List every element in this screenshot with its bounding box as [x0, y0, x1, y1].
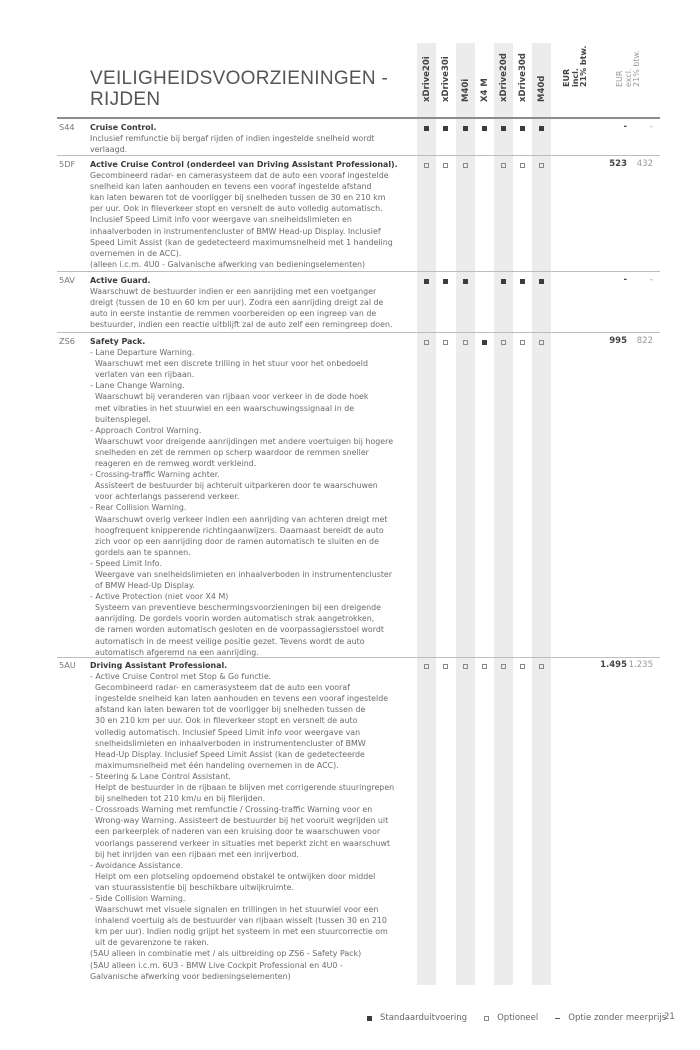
column-header-xdrive30d: xDrive30d — [517, 53, 528, 102]
description-line: Speed Limit Assist (kan de gedetecteerd maximumsnelheid met 1 handeling — [90, 237, 393, 247]
standard-marker-icon — [463, 279, 468, 284]
description-line: snelheden en zet de remmen op scherp waardoor de remmen sneller — [95, 447, 369, 457]
price-excl-vat: 1.235 — [628, 660, 653, 670]
description-line: km per uur). Indien nodig grijpt het systeem in met een stuurcorrectie om — [95, 927, 388, 937]
description-line: snelheidslimieten en inhaalverboden in instrumentencluster of BMW — [95, 738, 366, 748]
standard-marker-icon — [520, 126, 525, 131]
description-line: - Avoidance Assistance. — [90, 860, 184, 870]
description-line: uit de gevarenzone te raken. — [95, 938, 209, 948]
price-excl-vat: 822 — [636, 336, 653, 346]
legend-optional: Optioneel — [484, 1013, 538, 1023]
optional-marker-icon — [443, 340, 448, 345]
price-incl-vat: 523 — [609, 159, 627, 169]
standard-marker-icon — [482, 340, 487, 345]
description-line: - Lane Change Warning. — [90, 381, 185, 391]
description-line: aanrijding. De gordels voorin worden automatisch strak aangetrokken, — [95, 614, 375, 624]
description-line: voor achterlangs passerend verkeer. — [95, 492, 240, 502]
option-code: S44 — [59, 122, 75, 132]
optional-marker-icon — [501, 163, 506, 168]
column-stripe-xdrive20i — [417, 43, 436, 985]
optional-marker-icon — [424, 340, 429, 345]
description-line: Waarschuwt voor dreigende aanrijdingen met andere voertuigen bij hogere — [95, 436, 394, 446]
description-line: verlaten van een rijbaan. — [95, 370, 195, 380]
description-line: Weergave van snelheidslimieten en inhaalverboden in instrumentencluster — [95, 569, 393, 579]
description-line: per uur. Ook in fileverkeer stopt en versnelt de auto volledig automatisch. — [90, 204, 383, 214]
description-line: - Approach Control Warning. — [90, 425, 202, 435]
price-incl-vat: - — [623, 122, 627, 132]
description-line: van stuurassistentie bij beschikbare uitwijkruimte. — [95, 882, 294, 892]
description-line: (5AU alleen i.c.m. 6U3 - BMW Live Cockpit Professional en 4U0 - — [90, 960, 343, 970]
legend-no-extra-cost: Optie zonder meerprijs — [555, 1013, 666, 1023]
description-line: hoogfrequent knipperende richtingaanwijzers. Daarnaast bereidt de auto — [95, 525, 384, 535]
description-line: Gecombineerd radar- en camerasysteem dat de auto een vooraf — [95, 683, 350, 693]
option-code: 5AV — [59, 275, 75, 285]
description-line: Waarschuwt de bestuurder indien er een aanrijding met een voetganger — [90, 287, 377, 297]
description-line: Waarschuwt bij veranderen van rijbaan voor verkeer in de dode hoek — [95, 392, 369, 402]
description-line: reageren en de remweg wordt verkleind. — [95, 459, 257, 469]
option-description — [90, 159, 410, 270]
optional-marker-icon — [424, 664, 429, 669]
option-code: 5AU — [59, 660, 76, 670]
description-line: Wrong-way Warning. Assisteert de bestuurder bij het vooruit wegrijden uit — [95, 816, 389, 826]
optional-marker-icon — [463, 163, 468, 168]
option-code: ZS6 — [59, 336, 76, 346]
price-header-excl-vat: EUR excl. 21% btw. — [615, 49, 641, 87]
price-incl-vat: - — [623, 275, 627, 285]
description-line: - Active Cruise Control met Stop & Go functie. — [90, 672, 272, 682]
description-line: dreigt (tussen de 10 en 60 km per uur). Zodra een aanrijding dreigt zal de — [90, 298, 384, 308]
description-line: - Rear Collision Warning. — [90, 503, 187, 513]
description-line: zich voor op een aanrijding door de ramen automatisch te sluiten en de — [95, 536, 379, 546]
standard-marker-icon — [501, 279, 506, 284]
description-line: gordels aan te spannen. — [95, 547, 191, 557]
option-description — [90, 660, 410, 982]
description-line: Waarschuwt overig verkeer indien een aanrijding van achteren dreigt met — [95, 514, 388, 524]
price-incl-vat: 1.495 — [600, 660, 627, 670]
description-line: kan laten bewaren tot de voorligger bij snelheden tussen de 30 en 210 km — [90, 193, 386, 203]
column-header-m40i: M40i — [460, 78, 471, 102]
column-header-x4m: X4 M — [479, 78, 490, 102]
page-title — [90, 68, 390, 110]
page-title-line1: VEILIGHEIDSVOORZIENINGEN - — [90, 68, 389, 89]
column-stripe-m40d — [532, 43, 551, 985]
description-line: met vibraties in het stuurwiel en een waarschuwingssignaal in de — [95, 403, 355, 413]
optional-marker-icon — [520, 664, 525, 669]
header-divider — [57, 117, 660, 119]
description-line: inhaalverboden in instrumentencluster of BMW Head-up Display. Inclusief — [90, 226, 381, 236]
standard-marker-icon — [443, 279, 448, 284]
optional-marker-icon — [443, 664, 448, 669]
description-line: Systeem van preventieve beschermingsvoorzieningen bij een dreigende — [95, 603, 382, 613]
option-description — [90, 122, 410, 155]
description-line: Waarschuwt met een discrete trilling in het stuur voor het onbedoeld — [95, 359, 368, 369]
description-line: verlaagd. — [90, 145, 128, 155]
column-header-m40d: M40d — [536, 75, 547, 102]
option-name: Driving Assistant Professional. — [90, 661, 228, 670]
description-line: - Crossroads Warning met remfunctie / Crossing-traffic Warning voor en — [90, 805, 373, 815]
description-line: Assisteert de bestuurder bij achteruit uitparkeren door te waarschuwen — [95, 481, 378, 491]
description-line: Inclusief remfunctie bij bergaf rijden of indien ingestelde snelheid wordt — [90, 134, 375, 144]
price-excl-vat: 432 — [636, 159, 653, 169]
description-line: - Side Collision Warning. — [90, 893, 186, 903]
option-code: 5DF — [59, 159, 76, 169]
description-line: afstand kan laten bewaren tot de voorligger bij snelheden tussen de — [95, 705, 366, 715]
description-line: voorlangs passerend verkeer in situaties met beperkt zicht en waarschuwt — [95, 838, 391, 848]
description-line: volledig automatisch. Inclusief Speed Limit info voor weergave van — [95, 727, 361, 737]
description-line: 30 en 210 km per uur. Ook in fileverkeer stopt en versnelt de auto — [95, 716, 358, 726]
optional-marker-icon — [443, 163, 448, 168]
optional-marker-icon — [482, 664, 487, 669]
description-line: inhalend voertuig als de bestuurder van rijbaan wisselt (tussen 30 en 210 — [95, 916, 387, 926]
standard-marker-icon — [482, 126, 487, 131]
optional-marker-icon — [463, 340, 468, 345]
optional-marker-icon — [539, 163, 544, 168]
description-line: Inclusief Speed Limit info voor weergave van snelheidslimieten en — [90, 215, 352, 225]
row-divider — [57, 332, 660, 333]
description-line: of BMW Head-Up Display. — [95, 581, 195, 591]
description-line: een parkeerplek of naderen van een kruising door te waarschuwen voor — [95, 827, 381, 837]
option-description — [90, 275, 410, 330]
standard-marker-icon — [424, 279, 429, 284]
description-line: Galvanische afwerking voor bedieningselementen) — [90, 971, 291, 981]
price-header-incl-vat: EUR incl. 21% btw. — [562, 45, 588, 87]
row-divider — [57, 271, 660, 272]
standard-marker-icon — [501, 126, 506, 131]
standard-marker-icon — [424, 126, 429, 131]
option-name: Active Guard. — [90, 276, 151, 285]
option-name: Safety Pack. — [90, 337, 146, 346]
description-line: automatisch in de meest veilige positie gezet. Tevens wordt de auto — [95, 636, 365, 646]
price-incl-vat: 995 — [609, 336, 627, 346]
description-line: bij het inrijden van een rijbaan met een inrijverbod. — [95, 849, 299, 859]
column-header-xdrive30i: xDrive30i — [440, 56, 451, 102]
standard-marker-icon — [463, 126, 468, 131]
optional-marker-icon — [539, 664, 544, 669]
column-header-xdrive20d: xDrive20d — [498, 53, 509, 102]
standard-marker-icon — [443, 126, 448, 131]
description-line: automatisch afgeremd na een aanrijding. — [95, 647, 259, 657]
standard-marker-icon — [520, 279, 525, 284]
description-line: de ramen worden automatisch gesloten en de voorpassagiersstoel wordt — [95, 625, 384, 635]
description-line: bestuurder, indien een reactie uitblijft zal de auto zelf een remingreep doen. — [90, 320, 393, 330]
description-line: overnemen in de ACC). — [90, 248, 182, 258]
optional-marker-icon — [484, 1016, 489, 1021]
description-line: (alleen i.c.m. 4U0 - Galvanische afwerking van bedieningselementen) — [90, 259, 366, 269]
standard-marker-icon — [367, 1016, 372, 1021]
option-description — [90, 336, 410, 658]
description-line: Head-Up Display. Inclusief Speed Limit Assist (kan de gedetecteerde — [95, 749, 365, 759]
column-header-xdrive20i: xDrive20i — [421, 56, 432, 102]
description-line: Helpt de bestuurder in de rijbaan te blijven met corrigerende stuuringrepen — [95, 783, 395, 793]
standard-marker-icon — [539, 126, 544, 131]
description-line: ingestelde snelheid kan laten aanhouden en tevens een vooraf ingestelde — [95, 694, 389, 704]
description-line: - Active Protection (niet voor X4 M) — [90, 592, 229, 602]
description-line: - Crossing-traffic Warning achter. — [90, 470, 220, 480]
optional-marker-icon — [501, 664, 506, 669]
legend — [367, 1013, 666, 1023]
page-title-line2: RIJDEN — [90, 89, 161, 110]
description-line: - Steering & Lane Control Assistant. — [90, 771, 231, 781]
column-stripe-xdrive20d — [494, 43, 513, 985]
optional-marker-icon — [539, 340, 544, 345]
optional-marker-icon — [520, 340, 525, 345]
description-line: bij snelheden tot 210 km/u en bij filerijden. — [95, 794, 266, 804]
description-line: auto in eerste instantie de remmen voorbereiden op een ingreep van de — [90, 309, 377, 319]
description-line: (5AU alleen in combinatie met / als uitbreiding op ZS6 - Safety Pack) — [90, 949, 362, 959]
optional-marker-icon — [520, 163, 525, 168]
description-line: snelheid kan laten aanhouden en tevens een vooraf ingestelde afstand — [90, 182, 372, 192]
description-line: Gecombineerd radar- en camerasysteem dat de auto een vooraf ingestelde — [90, 171, 389, 181]
description-line: - Lane Departure Warning. — [90, 348, 195, 358]
description-line: Waarschuwt met visuele signalen en trillingen in het stuurwiel voor een — [95, 905, 379, 915]
legend-standard: Standaarduitvoering — [367, 1013, 467, 1023]
description-line: - Speed Limit Info. — [90, 558, 162, 568]
description-line: buitenspiegel. — [95, 414, 151, 424]
page-number: 21 — [664, 1012, 675, 1022]
optional-marker-icon — [424, 163, 429, 168]
option-name: Cruise Control. — [90, 123, 157, 132]
column-stripe-m40i — [456, 43, 475, 985]
optional-marker-icon — [463, 664, 468, 669]
optional-marker-icon — [501, 340, 506, 345]
price-excl-vat: - — [649, 275, 653, 285]
description-line: maximumsnelheid met één handeling overnemen in de ACC). — [95, 760, 339, 770]
option-name: Active Cruise Control (onderdeel van Driving Assistant Professional). — [90, 160, 398, 169]
description-line: Helpt om een plotseling opdoemend obstakel te ontwijken door middel — [95, 871, 376, 881]
price-excl-vat: - — [649, 122, 653, 132]
dash-marker-icon — [555, 1018, 560, 1019]
standard-marker-icon — [539, 279, 544, 284]
